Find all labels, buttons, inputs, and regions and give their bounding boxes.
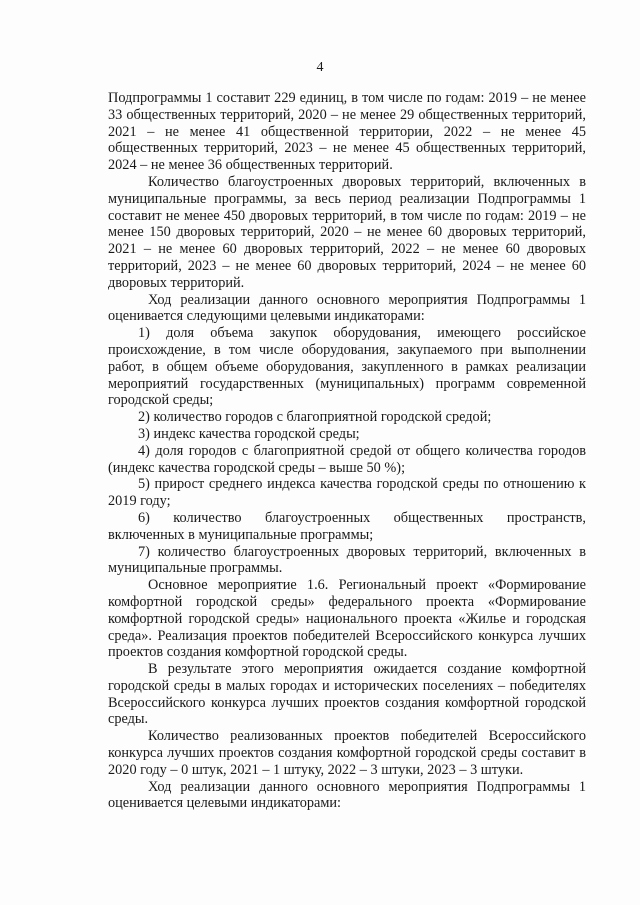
document-body: [108, 90, 586, 812]
indicator-item-7: 7) количество благоустроенных дворовых территорий, включенных в муниципальные программы.: [108, 543, 586, 577]
paragraph-public-territories: Подпрограммы 1 составит 229 единиц, в том числе по годам: 2019 – не менее 33 общественных территорий, 2020 – не менее 29 общественных территорий, 2021 – не менее 41 общественной территории, 2022 – не менее 45 общественных территорий, 2023 – не менее 45 общественных территорий, 2024 – не менее 36 общественных территорий.: [108, 90, 586, 174]
indicator-item-6: 6) количество благоустроенных общественных пространств, включенных в муниципальные программы;: [108, 509, 586, 543]
paragraph-yard-territories: Количество благоустроенных дворовых территорий, включенных в муниципальные программы, за весь период реализации Подпрограммы 1 составит не менее 450 дворовых территорий, в том числе по годам: 2019 – не менее 150 дворовых территорий, 2020 – не менее 60 дворовых территорий, 2021 – не менее 60 дворовых территорий, 2022 – не менее 60 дворовых территорий, 2023 – не менее 60 дворовых территорий, 2024 – не менее 60 дворовых территорий.: [108, 173, 586, 291]
paragraph-indicators-intro-2: Ход реализации данного основного мероприятия Подпрограммы 1 оценивается целевыми индикаторами:: [108, 778, 586, 812]
page-number: 4: [316, 60, 324, 75]
paragraph-projects-count: Количество реализованных проектов победителей Всероссийского конкурса лучших проектов создания комфортной городской среды составит в 2020 году – 0 штук, 2021 – 1 штуку, 2022 – 3 штуки, 2023 – 3 штуки.: [108, 728, 586, 778]
indicator-item-4: 4) доля городов с благоприятной средой от общего количества городов (индекс качества городской среды – выше 50 %);: [108, 442, 586, 476]
paragraph-indicators-intro: Ход реализации данного основного мероприятия Подпрограммы 1 оценивается следующими целевыми индикаторами:: [108, 291, 586, 325]
indicator-item-1: 1) доля объема закупок оборудования, имеющего российское происхождение, в том числе оборудования, закупаемого при выполнении работ, в общем объеме оборудования, закупленного в рамках реализации мероприятий государственных (муниципальных) программ современной городской среды;: [108, 325, 586, 409]
paragraph-main-activity-1-6: Основное мероприятие 1.6. Региональный проект «Формирование комфортной городской среды» федерального проекта «Формирование комфортной городской среды» национального проекта «Жилье и городская среда». Реализация проектов победителей Всероссийского конкурса лучших проектов создания комфортной городской среды.: [108, 577, 586, 661]
indicator-item-3: 3) индекс качества городской среды;: [138, 425, 360, 442]
indicator-item-2: 2) количество городов с благоприятной городской средой;: [138, 409, 492, 426]
paragraph-expected-result: В результате этого мероприятия ожидается создание комфортной городской среды в малых городах и исторических поселениях – победителях Всероссийского конкурса лучших проектов создания комфортной городской среды.: [108, 661, 586, 728]
indicator-item-5: 5) прирост среднего индекса качества городской среды по отношению к 2019 году;: [108, 476, 586, 510]
